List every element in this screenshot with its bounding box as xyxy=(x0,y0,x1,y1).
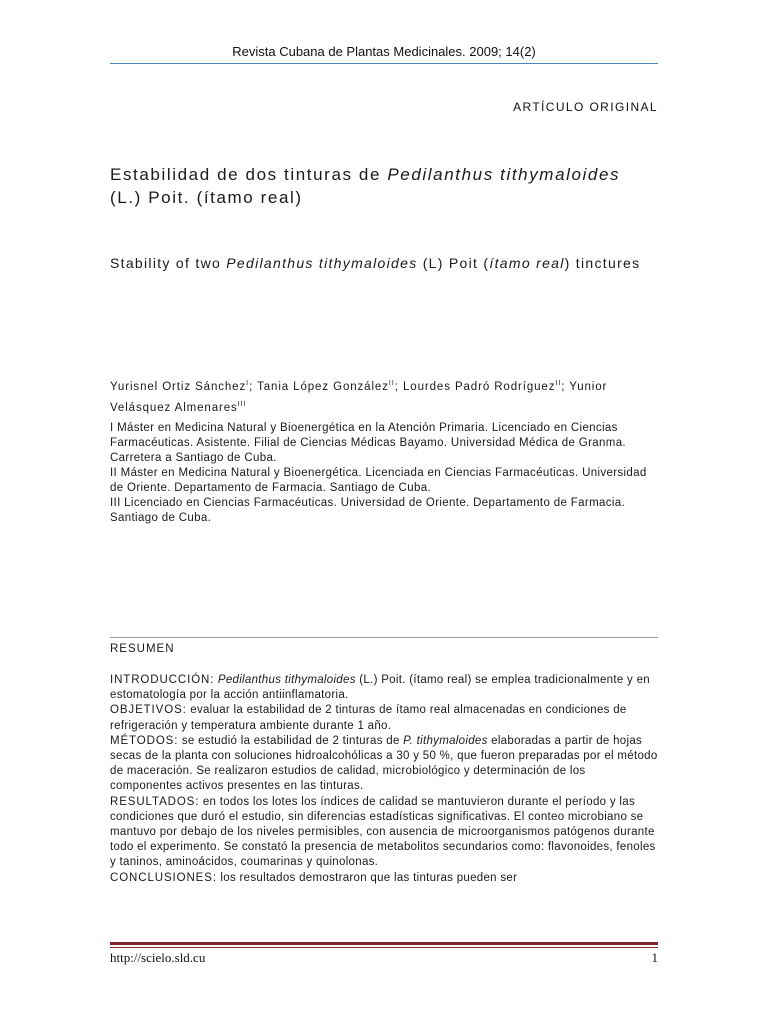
intro-species: Pedilanthus tithymaloides xyxy=(217,674,356,686)
author-affiliation-mark: III xyxy=(237,400,247,408)
affiliations xyxy=(110,421,658,526)
subtitle-text-3: ) tinctures xyxy=(564,255,641,271)
author-separator: ; xyxy=(561,380,570,393)
title-text-2: (L.) Poit. (ítamo real) xyxy=(110,188,303,207)
results-text: en todos los lotes los índices de calidad se mantuvieron durante el período y las condiciones que duró el estudio, sin diferencias estadísticas significativas. El conteo microbiano se mantuvo por debajo de los niveles permisibles, con ausencia de microorganismos patógenos durante todo el experimento. Se constató la presencia de metabolitos secundarios como: flavonoides, fenoles y taninos, aminoácidos, coumarinas y quinolonas. xyxy=(110,795,656,869)
article-title xyxy=(110,163,630,209)
methods-species: P. tithymaloides xyxy=(403,734,488,747)
conclusions-label: CONCLUSIONES: xyxy=(110,871,217,884)
footer-url[interactable]: http://scielo.sld.cu xyxy=(110,950,206,965)
author-affiliation-mark: II xyxy=(388,380,395,387)
resumen-heading: RESUMEN xyxy=(110,643,175,655)
methods-label: MÉTODOS: xyxy=(110,734,179,747)
header-rule xyxy=(110,63,658,64)
footer-rule-thin xyxy=(110,947,658,948)
abstract-body xyxy=(110,673,658,886)
section-rule xyxy=(110,637,658,638)
intro-label: INTRODUCCIÓN: xyxy=(110,674,215,686)
subtitle-text-1: Stability of two xyxy=(110,255,227,271)
affiliation-item: II Máster en Medicina Natural y Bioenergética. Licenciada en Ciencias Farmacéuticas. Universidad de Oriente. Departamento de Farmacia. Santiago de Cuba. xyxy=(110,467,647,494)
author-name: Lourdes Padró Rodríguez xyxy=(402,380,556,393)
author-separator: ; xyxy=(249,380,258,393)
author-name: Yunior Velásquez Almenares xyxy=(110,380,608,414)
english-title xyxy=(110,254,658,273)
objectives-label: OBJETIVOS: xyxy=(110,704,187,717)
running-header: Revista Cubana de Plantas Medicinales. 2009; 14(2) xyxy=(232,44,536,59)
methods-text-1: se estudió la estabilidad de 2 tinturas de xyxy=(178,734,404,747)
author-affiliation-mark: I xyxy=(246,380,250,387)
author-name: Tania López González xyxy=(257,380,389,393)
affiliation-item: III Licenciado en Ciencias Farmacéuticas. Universidad de Oriente. Departamento de Farmacia. Santiago de Cuba. xyxy=(110,497,626,524)
affiliation-item: I Máster en Medicina Natural y Bioenergética en la Atención Primaria. Licenciado en Ciencias Farmacéuticas. Asistente. Filial de Ciencias Médicas Bayamo. Universidad Médica de Granma. Carretera a Santiago de Cuba. xyxy=(110,422,626,464)
subtitle-common-name: ítamo real xyxy=(489,255,565,271)
subtitle-text-2: (L) Poit ( xyxy=(417,255,490,271)
author-name: Yurisnel Ortiz Sánchez xyxy=(110,380,247,393)
title-text-1: Estabilidad de dos tinturas de xyxy=(110,165,388,184)
results-label: RESULTADOS: xyxy=(110,795,200,808)
title-species: Pedilanthus tithymaloides xyxy=(387,165,621,184)
methods-text-2: elaboradas a partir de hojas secas de la planta con soluciones hidroalcohólicas a 30 y 50 %, que fueron preparadas por el método de maceración. Se realizaron estudios de calidad, microbiológico y determinación de los componentes activos presentes en las tinturas. xyxy=(110,734,658,793)
author-affiliation-mark: II xyxy=(555,380,562,387)
author-separator: ; xyxy=(394,380,403,393)
intro-text: (L.) Poit. (ítamo real) se emplea tradicionalmente y en estomatología por la acción antiinflamatoria. xyxy=(110,674,650,702)
article-type: ARTÍCULO ORIGINAL xyxy=(513,100,658,114)
conclusions-text: los resultados demostraron que las tinturas pueden ser xyxy=(216,871,518,884)
subtitle-species: Pedilanthus tithymaloides xyxy=(226,255,418,271)
footer-rule-thick xyxy=(110,942,658,945)
authors xyxy=(110,375,658,417)
page-number: 1 xyxy=(651,950,658,965)
objectives-text: evaluar la estabilidad de 2 tinturas de ítamo real almacenadas en condiciones de refrigeración y temperatura ambiente durante 1 año. xyxy=(110,704,627,732)
